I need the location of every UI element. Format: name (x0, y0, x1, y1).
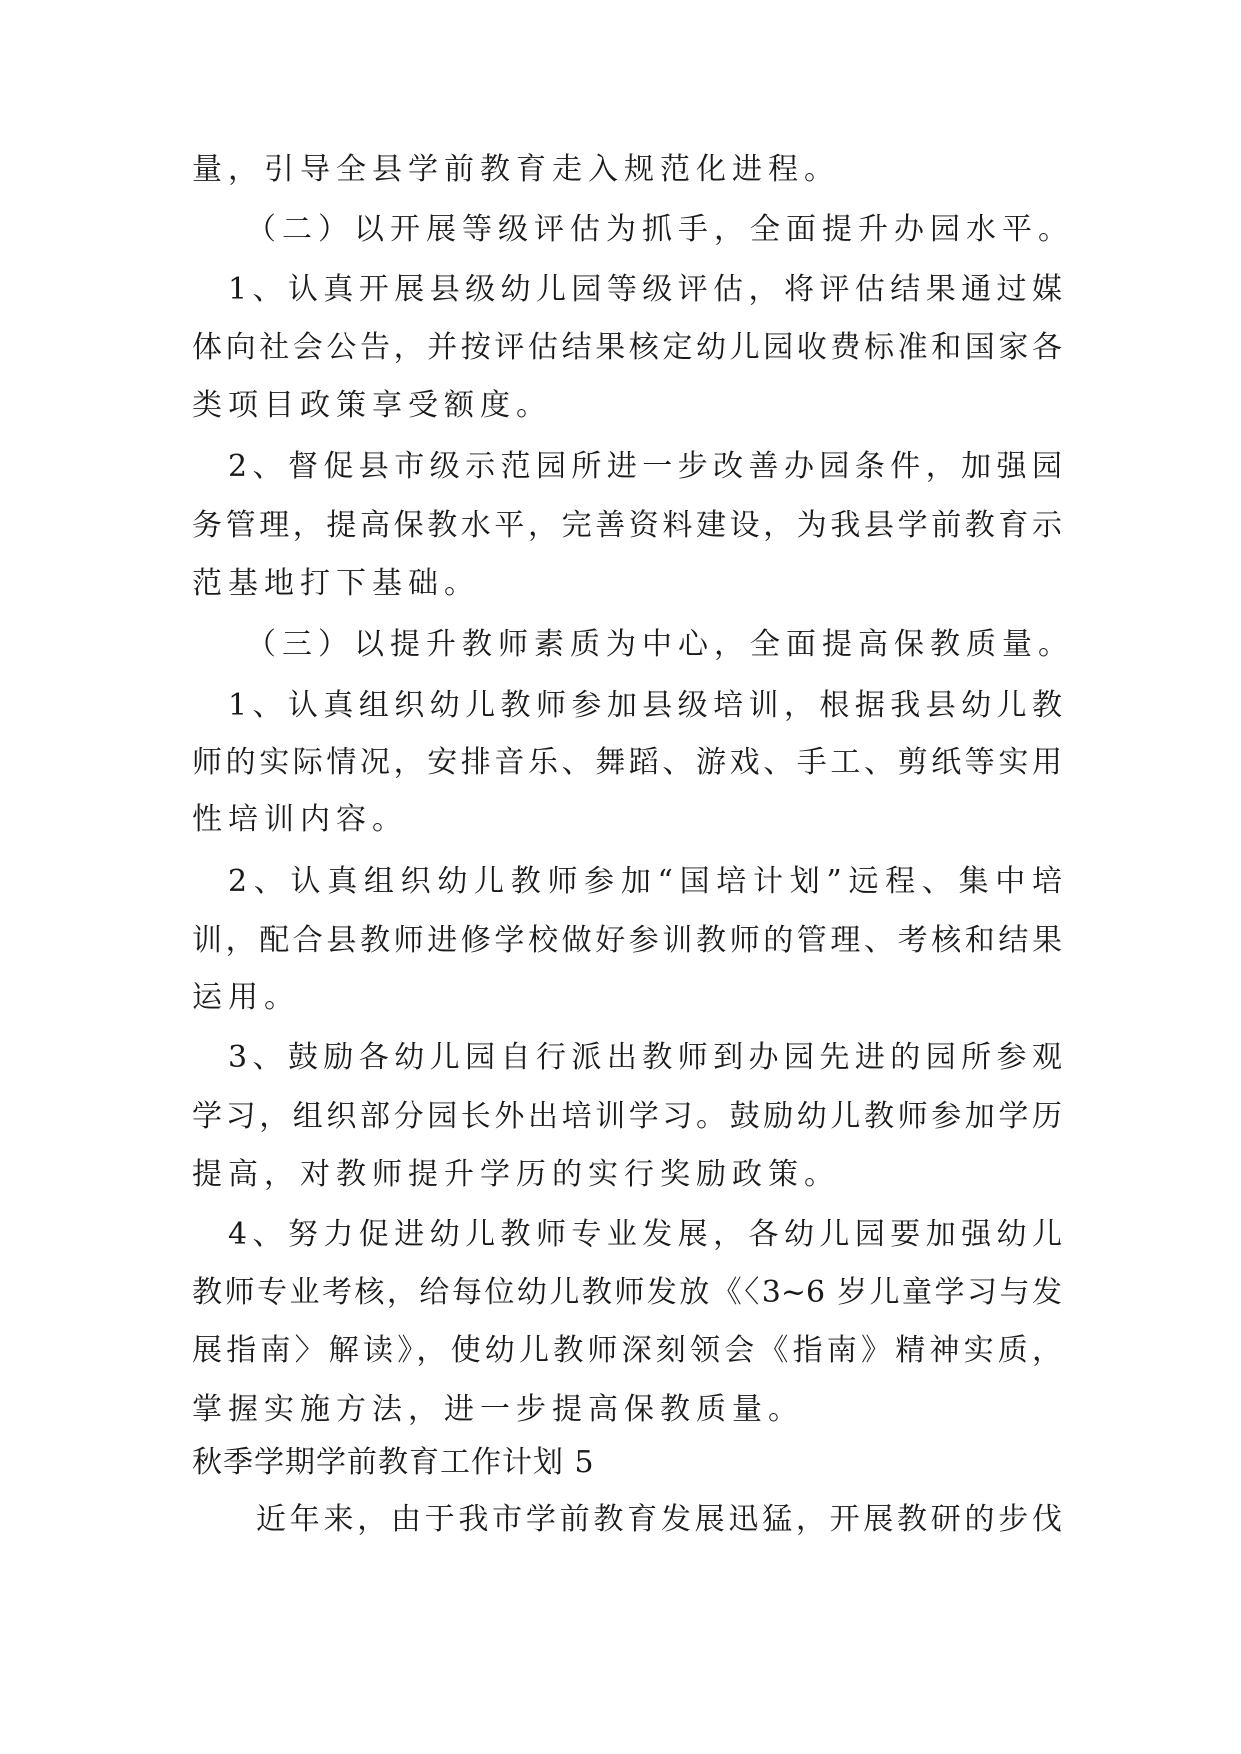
body-text-line: 2、督促县市级示范园所进一步改善办园条件，加强园 (228, 449, 1062, 484)
body-text-line: 运用。 (192, 980, 300, 1015)
body-text-line: 学习，组织部分园长外出培训学习。鼓励幼儿教师参加学历 (192, 1099, 1062, 1134)
body-text-line: 1、认真组织幼儿教师参加县级培训，根据我县幼儿教 (228, 688, 1062, 723)
body-text-line: 3、鼓励各幼儿园自行派出教师到办园先进的园所参观 (228, 1040, 1062, 1075)
body-text-line: 1、认真开展县级幼儿园等级评估，将评估结果通过媒 (228, 272, 1062, 307)
subsection-title: （二）以开展等级评估为抓手，全面提升办园水平。 (246, 212, 1074, 247)
body-text-line: 近年来，由于我市学前教育发展迅猛，开展教研的步伐 (256, 1502, 1062, 1537)
body-text-line: 类项目政策享受额度。 (192, 388, 552, 423)
body-text-line: 2、认真组织幼儿教师参加“国培计划”远程、集中培 (228, 864, 1062, 899)
body-text-line: 务管理，提高保教水平，完善资料建设，为我县学前教育示 (192, 508, 1062, 543)
body-text-line: 范基地打下基础。 (192, 566, 480, 601)
section-heading: 秋季学期学前教育工作计划 5 (192, 1445, 595, 1480)
body-text-line: 性培训内容。 (192, 802, 408, 837)
body-text-line: 展指南〉解读》，使幼儿教师深刻领会《指南》精神实质， (192, 1333, 1062, 1368)
subsection-title: （三）以提升教师素质为中心，全面提高保教质量。 (246, 627, 1074, 662)
body-text-line: 师的实际情况，安排音乐、舞蹈、游戏、手工、剪纸等实用 (192, 745, 1062, 780)
body-text-line: 掌握实施方法，进一步提高保教质量。 (192, 1392, 804, 1427)
body-text-line: 提高，对教师提升学历的实行奖励政策。 (192, 1157, 840, 1192)
body-text-line: 训，配合县教师进修学校做好参训教师的管理、考核和结果 (192, 923, 1062, 958)
body-text-line: 4、努力促进幼儿教师专业发展，各幼儿园要加强幼儿 (228, 1217, 1062, 1252)
body-text-line: 量，引导全县学前教育走入规范化进程。 (192, 152, 840, 187)
body-text-line: 体向社会公告，并按评估结果核定幼儿园收费标准和国家各 (192, 330, 1062, 365)
body-text-line: 教师专业考核，给每位幼儿教师发放《〈3~6 岁儿童学习与发 (192, 1275, 1062, 1310)
